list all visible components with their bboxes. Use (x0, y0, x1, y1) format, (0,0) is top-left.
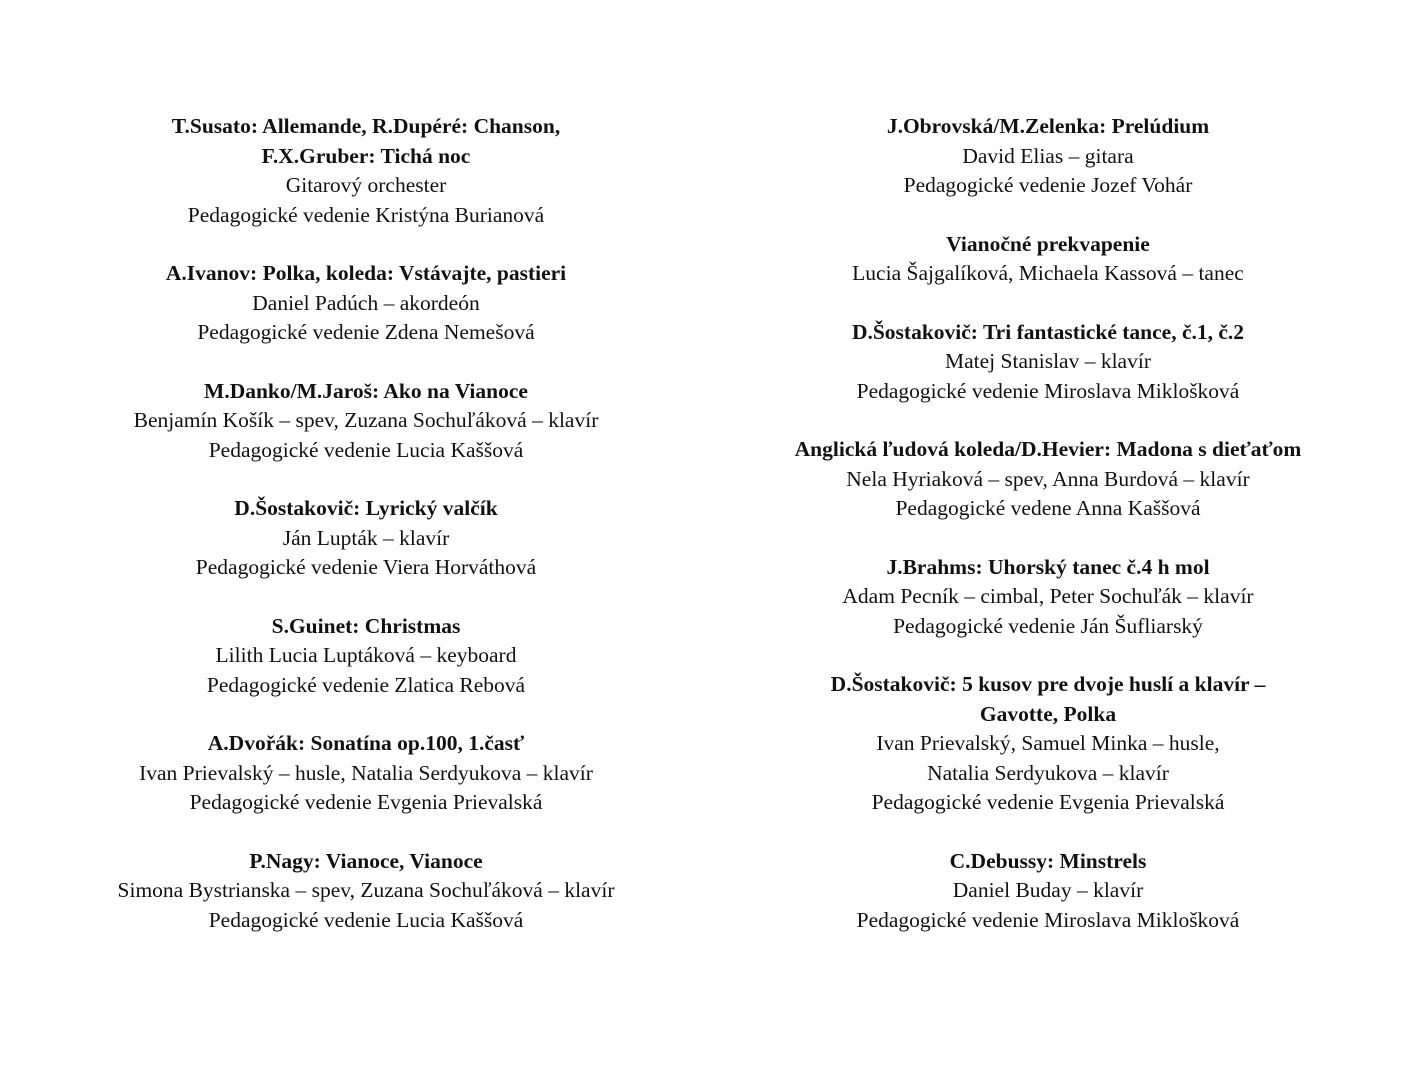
performers: Adam Pecník – cimbal, Peter Sochuľák – klavír (842, 584, 1254, 608)
performers: Ivan Prievalský, Samuel Minka – husle, (876, 731, 1220, 755)
teacher: Pedagogické vedenie Ján Šufliarský (893, 613, 1203, 638)
performers: David Elias – gitara (962, 143, 1134, 168)
performers: Simona Bystrianska – spev, Zuzana Sochuľáková – klavír (117, 878, 615, 902)
program-item (68, 377, 664, 466)
performers: Daniel Padúch – akordeón (252, 290, 480, 315)
piece-title: S.Guinet: Christmas (271, 613, 461, 638)
program-item (68, 729, 664, 818)
piece-title: C.Debussy: Minstrels (949, 848, 1147, 873)
piece-title: D.Šostakovič: Lyrický valčík (234, 496, 498, 520)
piece-title: J.Obrovská/M.Zelenka: Prelúdium (886, 114, 1210, 138)
piece-title: D.Šostakovič: Tri fantastické tance, č.1, č.2 (851, 319, 1245, 344)
program-item (750, 230, 1346, 289)
piece-title: J.Brahms: Uhorský tanec č.4 h mol (886, 554, 1210, 579)
performers: Matej Stanislav – klavír (944, 349, 1151, 373)
piece-title: P.Nagy: Vianoce, Vianoce (249, 848, 483, 873)
piece-title: Gavotte, Polka (979, 701, 1117, 726)
performers: Natalia Serdyukova – klavír (927, 760, 1169, 785)
program-item (68, 112, 664, 230)
piece-title: Anglická ľudová koleda/D.Hevier: Madona s dieťaťom (794, 437, 1302, 461)
program-column-right (750, 112, 1346, 964)
performers: Ivan Prievalský – husle, Natalia Serdyukova – klavír (139, 760, 593, 785)
performers: Lucia Šajgalíková, Michaela Kassová – tanec (852, 261, 1244, 285)
teacher: Pedagogické vedenie Kristýna Burianová (187, 202, 545, 227)
teacher: Pedagogické vedenie Miroslava Miklošková (856, 378, 1240, 403)
teacher: Pedagogické vedenie Viera Horváthová (195, 555, 537, 579)
teacher: Pedagogické vedenie Lucia Kaššová (208, 907, 524, 932)
piece-title: A.Dvořák: Sonatína op.100, 1.časť (207, 731, 525, 755)
piece-title: M.Danko/M.Jaroš: Ako na Vianoce (204, 378, 528, 403)
program-item (68, 847, 664, 936)
teacher: Pedagogické vedenie Evgenia Prievalská (871, 790, 1225, 814)
performers: Benjamín Košík – spev, Zuzana Sochuľáková – klavír (133, 408, 599, 432)
program-item (68, 494, 664, 583)
program-item (750, 553, 1346, 642)
program-item (750, 847, 1346, 936)
performers: Gitarový orchester (285, 173, 447, 197)
piece-title: F.X.Gruber: Tichá noc (261, 143, 471, 168)
program-item (68, 259, 664, 348)
teacher: Pedagogické vedene Anna Kaššová (895, 496, 1201, 520)
piece-title: T.Susato: Allemande, R.Dupéré: Chanson, (171, 114, 561, 138)
program-item (750, 435, 1346, 524)
teacher: Pedagogické vedenie Zlatica Rebová (206, 672, 526, 697)
teacher: Pedagogické vedenie Jozef Vohár (903, 173, 1193, 197)
program-item (68, 612, 664, 701)
teacher: Pedagogické vedenie Lucia Kaššová (208, 437, 524, 462)
teacher: Pedagogické vedenie Evgenia Prievalská (189, 790, 543, 814)
performers: Nela Hyriaková – spev, Anna Burdová – klavír (846, 466, 1250, 491)
performers: Daniel Buday – klavír (952, 878, 1144, 902)
performers: Lilith Lucia Luptáková – keyboard (215, 643, 517, 667)
program-item (750, 670, 1346, 818)
piece-title: D.Šostakovič: 5 kusov pre dvoje huslí a klavír – (830, 672, 1266, 696)
teacher: Pedagogické vedenie Zdena Nemešová (197, 320, 535, 344)
program-item (750, 318, 1346, 407)
piece-title: Vianočné prekvapenie (946, 231, 1150, 256)
program-item (750, 112, 1346, 201)
piece-title: A.Ivanov: Polka, koleda: Vstávajte, pastieri (165, 261, 567, 285)
teacher: Pedagogické vedenie Miroslava Miklošková (856, 907, 1240, 932)
performers: Ján Lupták – klavír (282, 525, 450, 550)
program-column-left (68, 112, 664, 964)
